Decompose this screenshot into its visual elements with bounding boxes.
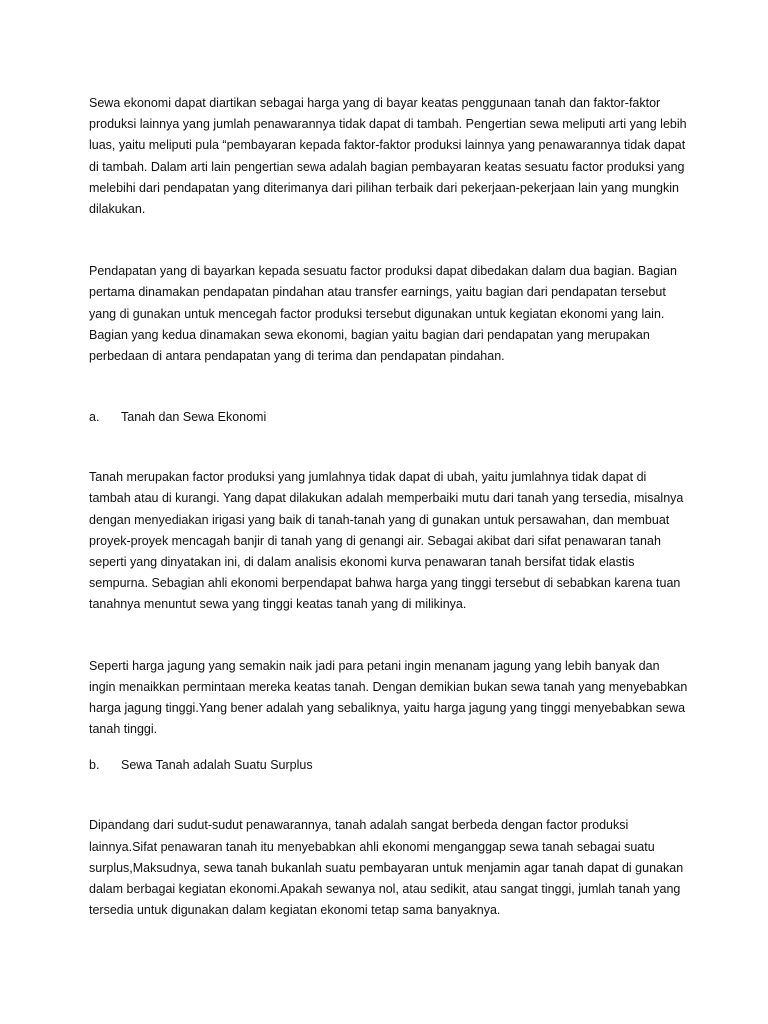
paragraph-tanah-factor-produksi: Tanah merupakan factor produksi yang jumlahnya tidak dapat di ubah, yaitu jumlahnya tidak dapat di tambah atau di kurangi. Yang dapat dilakukan adalah memperbaiki mutu dari tanah yang tersedia, misalnya dengan menyediakan irigasi yang baik di tanah-tanah yang di gunakan untuk persawahan, dan membuat proyek-proyek mencagah banjir di tanah yang di genangi air. Sebagai akibat dari sifat penawaran tanah seperti yang dinyatakan ini, di dalam analisis ekonomi kurva penawaran tanah bersifat tidak elastis sempurna. Sebagian ahli ekonomi berpendapat bahwa harga yang tinggi tersebut di sebabkan karena tuan tanahnya menuntut sewa yang tinggi keatas tanah yang di milikinya. [89,470,684,612]
section-heading-a [89,407,688,427]
section-title: Tanah dan Sewa Ekonomi [121,410,267,425]
section-title: Sewa Tanah adalah Suatu Surplus [121,758,313,773]
section-heading-b [89,755,688,775]
paragraph-pendapatan-bagian: Pendapatan yang di bayarkan kepada sesuatu factor produksi dapat dibedakan dalam dua bagian. Bagian pertama dinamakan pendapatan pindahan atau transfer earnings, yaitu bagian dari pendapatan tersebut yang di gunakan untuk mencegah factor produksi tersebut digunakan untuk kegiatan ekonomi yang lain. Bagian yang kedua dinamakan sewa ekonomi, bagian yaitu bagian dari pendapatan yang merupakan perbedaan di antara pendapatan yang di terima dan pendapatan pindahan. [89,264,677,364]
paragraph-sewa-tanah-surplus: Dipandang dari sudut-sudut penawarannya, tanah adalah sangat berbeda dengan factor produksi lainnya.Sifat penawaran tanah itu menyebabkan ahli ekonomi menganggap sewa tanah sebagai suatu surplus,Maksudnya, sewa tanah bukanlah suatu pembayaran untuk menjamin agar tanah dapat di gunakan dalam berbagai kegiatan ekonomi.Apakah sewanya nol, atau sedikit, atau sangat tinggi, jumlah tanah yang tersedia untuk digunakan dalam kegiatan ekonomi tetap sama banyaknya. [89,818,684,918]
paragraph-sewa-ekonomi-definition: Sewa ekonomi dapat diartikan sebagai harga yang di bayar keatas penggunaan tanah dan faktor-faktor produksi lainnya yang jumlah penawarannya tidak dapat di tambah. Pengertian sewa meliputi arti yang lebih luas, yaitu meliputi pula “pembayaran kepada faktor-faktor produksi lainnya yang penawarannya tidak dapat di tambah. Dalam arti lain pengertian sewa adalah bagian pembayaran keatas sesuatu factor produksi yang melebihi dari pendapatan yang diterimanya dari pilihan terbaik dari pekerjaan-pekerjaan lain yang mungkin dilakukan. [89,96,687,217]
section-marker: b. [89,758,100,773]
section-marker: a. [89,410,100,425]
paragraph-harga-jagung: Seperti harga jagung yang semakin naik jadi para petani ingin menanam jagung yang lebih banyak dan ingin menaikkan permintaan mereka keatas tanah. Dengan demikian bukan sewa tanah yang menyebabkan harga jagung tinggi.Yang bener adalah yang sebaliknya, yaitu harga jagung yang tinggi menyebabkan sewa tanah tinggi. [89,658,688,737]
